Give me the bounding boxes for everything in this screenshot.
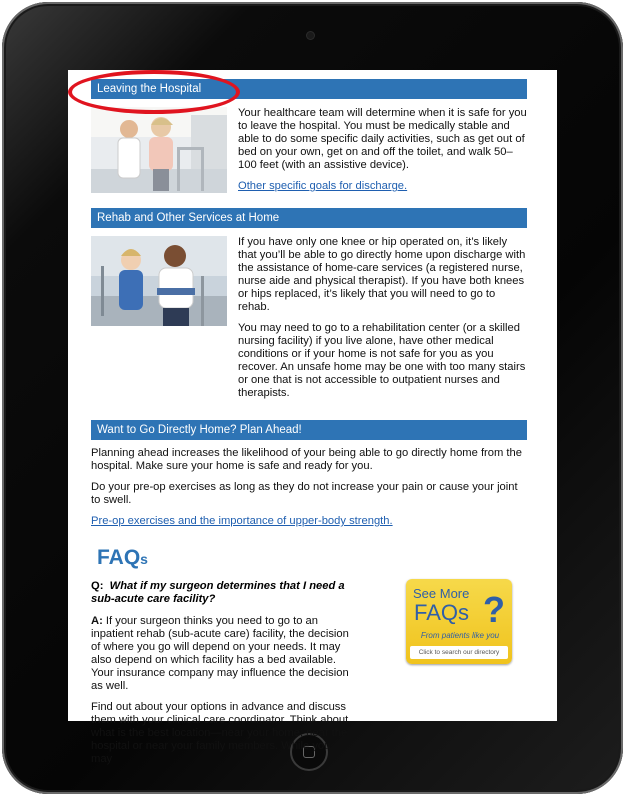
photo-nurse-patient-walker — [91, 107, 227, 193]
faq-answer — [91, 615, 353, 693]
plan-para-2: Do your pre-op exercises as long as they do not increase your pain or cause your joint to swell. — [91, 481, 518, 506]
plan-text — [91, 447, 527, 528]
photo-therapist-patient — [91, 236, 227, 326]
section-header-plan: Want to Go Directly Home? Plan Ahead! — [91, 420, 527, 440]
faqs-title-suffix: s — [140, 551, 148, 567]
faq-answer-para-2: Find out about your options in advance and discuss them with your clinical care coordinator. Think about what is the best location—near your home, near the hospital or near your family members. While you may — [91, 701, 349, 765]
page-content — [91, 79, 527, 774]
faq-answer-block — [91, 615, 353, 766]
faqs-title — [97, 546, 527, 570]
faqs-title-main: FAQ — [97, 546, 141, 569]
faq-column — [91, 580, 353, 766]
screen — [68, 70, 557, 765]
rehab-text — [238, 236, 527, 408]
highlight-oval — [68, 70, 240, 114]
faq-answer-text: If your surgeon thinks you need to go to an inpatient rehab (sub-acute care) facility, the decision of where you go will depend on your needs. It may also depend on which facility has a bed available. Your insurance company may influence the decision as well. — [91, 615, 349, 692]
faq-question — [91, 580, 353, 606]
section-leaving — [91, 107, 527, 193]
faq-a-label: A: — [91, 615, 103, 627]
leaving-body: Your healthcare team will determine when it is safe for you to leave the hospital. You must be medically stable and able to do some specific daily activities, such as get out of bed on your own, get on and off the toilet, and walk 50–100 feet (with an assistive device). — [238, 107, 527, 171]
badge-line1: See More — [413, 586, 470, 601]
see-more-faqs-button[interactable] — [406, 579, 512, 664]
section-header-rehab: Rehab and Other Services at Home — [91, 208, 527, 228]
link-discharge-goals[interactable]: Other specific goals for discharge. — [238, 180, 408, 192]
rehab-para-1: If you have only one knee or hip operated on, it’s likely that you’ll be able to go directly home upon discharge with the assistance of home-care services (a registered nurse, nurse aide and physical therapist). If you have both knees or hips replaced, it’s likely that you will need to go to rehab. — [238, 236, 526, 313]
section-header-leaving: Leaving the Hospital — [91, 79, 527, 99]
section-rehab — [91, 236, 527, 408]
leaving-text — [238, 107, 527, 193]
badge-tagline: From patients like you — [420, 631, 500, 640]
camera-icon — [307, 32, 314, 39]
faq-q-label: Q: — [91, 580, 104, 592]
faq-question-text: What if my surgeon determines that I need a sub-acute care facility? — [91, 580, 345, 605]
plan-para-1: Planning ahead increases the likelihood of your being able to go directly home from the hospital. Make sure your home is safe and ready for you. — [91, 447, 522, 472]
link-preop-exercises[interactable]: Pre-op exercises and the importance of upper-body strength. — [91, 515, 393, 527]
badge-line2: FAQs — [414, 600, 470, 625]
question-mark-icon: ? — [483, 589, 505, 630]
badge-cta: Click to search our directory — [410, 646, 508, 659]
rehab-para-2: You may need to go to a rehabilitation center (or a skilled nursing facility) if you live alone, have other medical conditions or if your home is not safe for you as you recover. An unsafe home may be one with too many stairs or one that is not accessible to outpatient nurses and therapists. — [238, 322, 526, 399]
